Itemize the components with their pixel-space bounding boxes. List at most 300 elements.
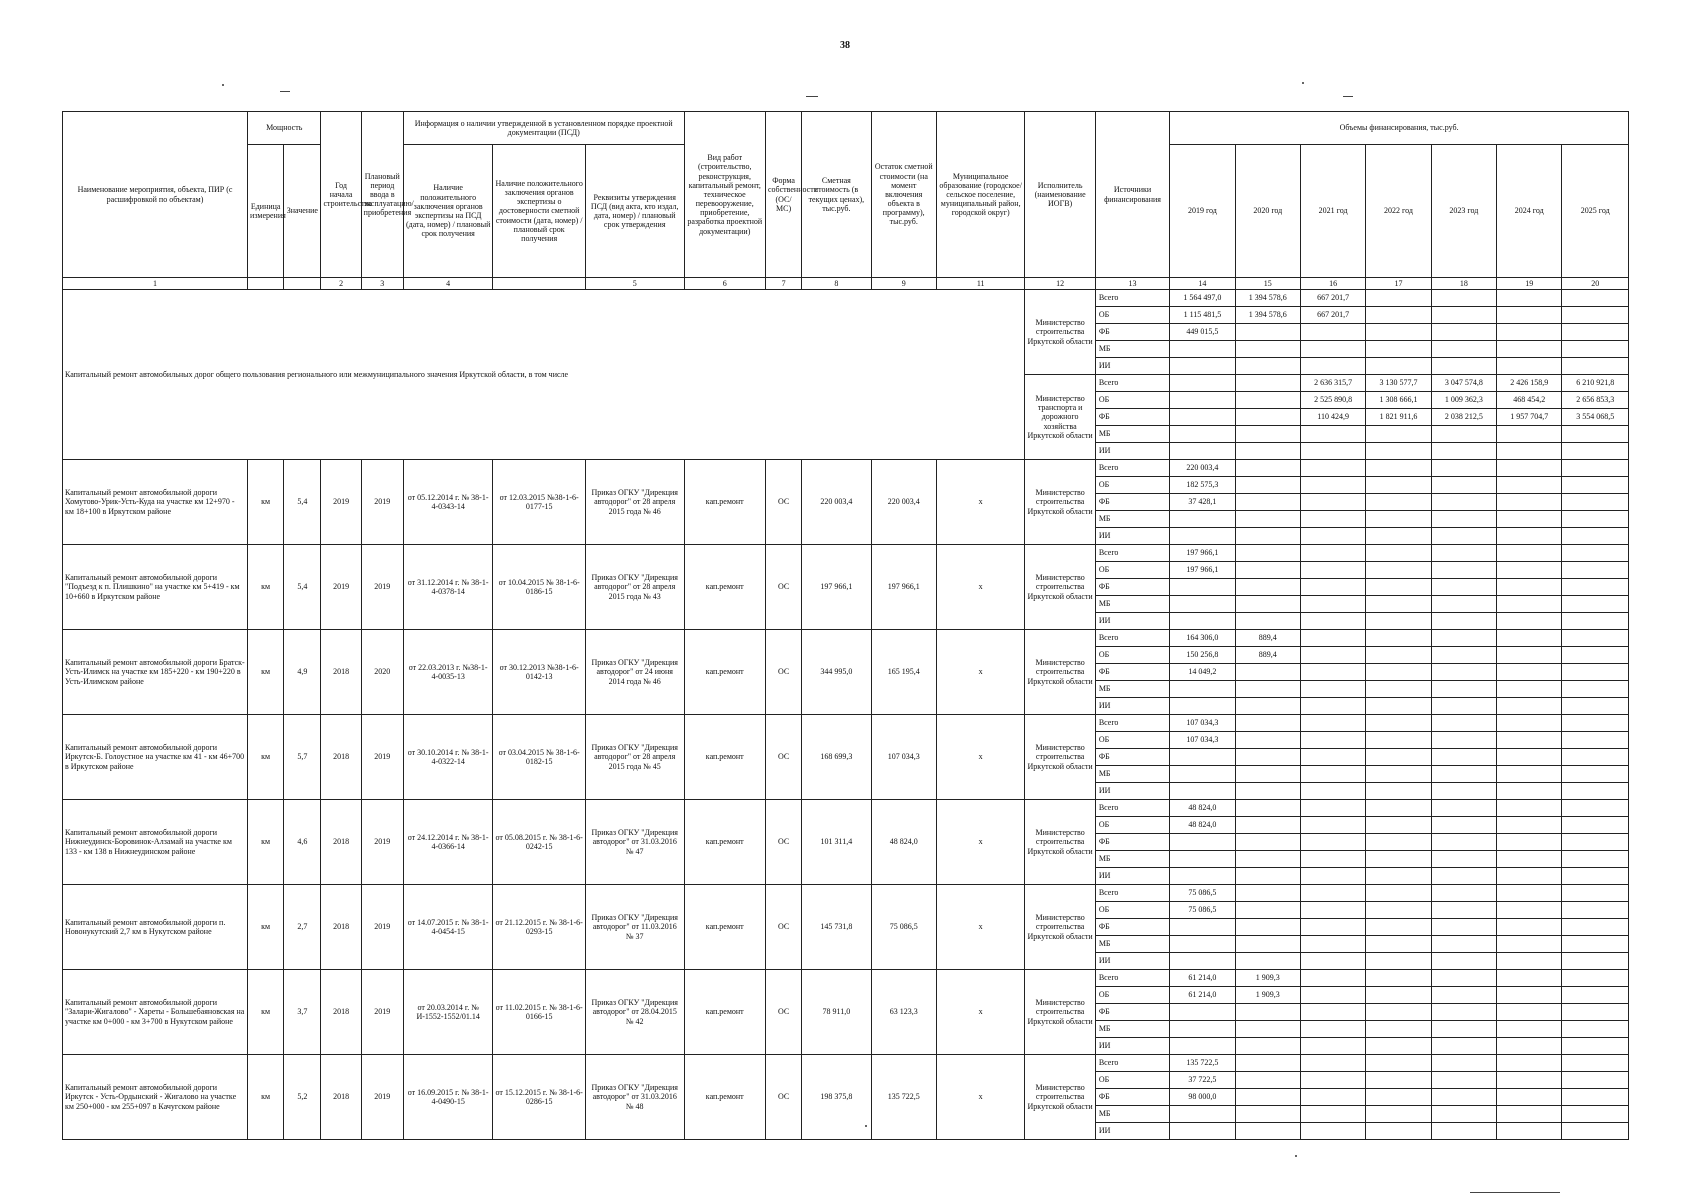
amount-cell (1300, 562, 1365, 579)
amount-cell (1562, 817, 1629, 834)
municipality: х (936, 800, 1025, 885)
amount-cell (1170, 409, 1235, 426)
source-cell: Всего (1095, 715, 1169, 732)
amount-cell (1431, 715, 1496, 732)
work-type: кап.ремонт (684, 545, 765, 630)
amount-cell (1366, 613, 1431, 630)
amount-cell (1235, 1106, 1300, 1123)
amount-cell (1235, 528, 1300, 545)
amount-cell (1300, 477, 1365, 494)
amount-cell (1497, 1055, 1562, 1072)
amount-cell (1170, 596, 1235, 613)
amount-cell: 1 909,3 (1235, 987, 1300, 1004)
amount-cell: 468 454,2 (1497, 392, 1562, 409)
psd-expert: от 30.10.2014 г. № 38-1-4-0322-14 (403, 715, 493, 800)
amount-cell (1497, 477, 1562, 494)
amount-cell (1497, 1123, 1562, 1140)
amount-cell (1235, 1038, 1300, 1055)
planned-year: 2019 (361, 545, 403, 630)
amount-cell (1235, 766, 1300, 783)
amount-cell (1497, 953, 1562, 970)
column-number: 17 (1366, 278, 1431, 290)
header-capacity-unit: Единица измерения (248, 145, 284, 278)
amount-cell (1235, 392, 1300, 409)
amount-cell (1431, 919, 1496, 936)
source-cell: ФБ (1095, 324, 1169, 341)
amount-cell (1235, 426, 1300, 443)
amount-cell (1235, 919, 1300, 936)
amount-cell (1497, 1089, 1562, 1106)
column-number: 18 (1431, 278, 1496, 290)
amount-cell (1300, 732, 1365, 749)
amount-cell (1235, 341, 1300, 358)
amount-cell (1300, 987, 1365, 1004)
amount-cell: 107 034,3 (1170, 732, 1235, 749)
amount-cell (1170, 1123, 1235, 1140)
amount-cell (1170, 375, 1235, 392)
amount-cell (1235, 579, 1300, 596)
amount-cell (1366, 749, 1431, 766)
amount-cell (1170, 1004, 1235, 1021)
amount-cell (1300, 1072, 1365, 1089)
amount-cell (1366, 511, 1431, 528)
column-number: 8 (802, 278, 871, 290)
amount-cell (1431, 800, 1496, 817)
amount-cell (1562, 1055, 1629, 1072)
header-estimate: Сметная стоимость (в текущих ценах), тыс.руб. (802, 112, 871, 278)
amount-cell: 667 201,7 (1300, 307, 1365, 324)
capacity-value: 4,6 (284, 800, 321, 885)
amount-cell: 1 394 578,6 (1235, 307, 1300, 324)
amount-cell (1431, 528, 1496, 545)
amount-cell (1562, 630, 1629, 647)
amount-cell (1562, 1072, 1629, 1089)
amount-cell (1366, 307, 1431, 324)
amount-cell (1170, 1106, 1235, 1123)
amount-cell: 14 049,2 (1170, 664, 1235, 681)
amount-cell (1366, 868, 1431, 885)
column-number: 5 (585, 278, 684, 290)
amount-cell (1300, 1038, 1365, 1055)
amount-cell (1431, 1021, 1496, 1038)
amount-cell (1366, 987, 1431, 1004)
object-row (63, 545, 1629, 562)
amount-cell (1235, 732, 1300, 749)
amount-cell (1300, 630, 1365, 647)
amount-cell (1366, 596, 1431, 613)
amount-cell: 98 000,0 (1170, 1089, 1235, 1106)
amount-cell: 1 009 362,3 (1431, 392, 1496, 409)
amount-cell (1170, 528, 1235, 545)
object-name: Капитальный ремонт автомобильной дороги Иркутск - Усть-Ордынский - Жигалово на участке км 250+000 - км 255+097 в Качугском районе (63, 1055, 248, 1140)
amount-cell: 48 824,0 (1170, 800, 1235, 817)
amount-cell (1497, 579, 1562, 596)
amount-cell (1366, 885, 1431, 902)
source-cell: МБ (1095, 766, 1169, 783)
scan-mark (1343, 96, 1353, 97)
amount-cell (1497, 324, 1562, 341)
estimate-cost: 198 375,8 (802, 1055, 871, 1140)
amount-cell (1235, 596, 1300, 613)
psd-approval: Приказ ОГКУ "Дирекция автодорог" от 28 апреля 2015 года № 46 (585, 460, 684, 545)
amount-cell (1366, 681, 1431, 698)
amount-cell (1300, 460, 1365, 477)
amount-cell (1366, 562, 1431, 579)
amount-cell: 2 038 212,5 (1431, 409, 1496, 426)
start-year: 2018 (321, 800, 361, 885)
amount-cell (1562, 579, 1629, 596)
amount-cell (1235, 494, 1300, 511)
amount-cell (1235, 1123, 1300, 1140)
header-psd-cost: Наличие положительного заключения органов экспертизы о достоверности сметной стоимости (дата, номер) / плановый срок получения (493, 145, 586, 278)
column-number: 20 (1562, 278, 1629, 290)
amount-cell (1300, 1089, 1365, 1106)
column-number: 7 (765, 278, 801, 290)
header-capacity-value: Значение (284, 145, 321, 278)
header-capacity: Мощность (248, 112, 321, 145)
amount-cell (1366, 766, 1431, 783)
amount-cell (1235, 358, 1300, 375)
object-name: Капитальный ремонт автомобильной дороги Нижнеудинск-Боровинок-Алзамай на участке км 133 - км 138 в Нижнеудинском районе (63, 800, 248, 885)
header-psd-info: Информация о наличии утвержденной в установленном порядке проектной документации (ПСД) (403, 112, 684, 145)
amount-cell (1497, 885, 1562, 902)
amount-cell (1562, 562, 1629, 579)
amount-cell (1366, 715, 1431, 732)
amount-cell (1235, 375, 1300, 392)
amount-cell (1497, 936, 1562, 953)
amount-cell (1366, 1038, 1431, 1055)
amount-cell (1431, 613, 1496, 630)
amount-cell (1562, 698, 1629, 715)
amount-cell (1562, 290, 1629, 307)
amount-cell (1300, 613, 1365, 630)
estimate-cost: 344 995,0 (802, 630, 871, 715)
amount-cell (1562, 1038, 1629, 1055)
amount-cell (1562, 987, 1629, 1004)
amount-cell (1366, 1055, 1431, 1072)
amount-cell: 107 034,3 (1170, 715, 1235, 732)
estimate-cost: 197 966,1 (802, 545, 871, 630)
source-cell: ОБ (1095, 1072, 1169, 1089)
amount-cell (1170, 511, 1235, 528)
amount-cell (1562, 511, 1629, 528)
amount-cell (1235, 1055, 1300, 1072)
column-number: 6 (684, 278, 765, 290)
amount-cell (1562, 970, 1629, 987)
amount-cell (1431, 936, 1496, 953)
psd-cost-expert: от 15.12.2015 г. № 38-1-6-0286-15 (493, 1055, 586, 1140)
amount-cell (1497, 987, 1562, 1004)
source-cell: ФБ (1095, 834, 1169, 851)
amount-cell (1300, 528, 1365, 545)
amount-cell: 889,4 (1235, 647, 1300, 664)
amount-cell: 449 015,5 (1170, 324, 1235, 341)
amount-cell: 3 047 574,8 (1431, 375, 1496, 392)
amount-cell (1366, 460, 1431, 477)
amount-cell (1562, 1106, 1629, 1123)
column-number-row (63, 278, 1629, 290)
amount-cell (1562, 936, 1629, 953)
amount-cell (1431, 1106, 1496, 1123)
amount-cell (1170, 851, 1235, 868)
amount-cell (1235, 511, 1300, 528)
header-year: 2021 год (1300, 145, 1365, 278)
amount-cell (1562, 545, 1629, 562)
amount-cell (1366, 1021, 1431, 1038)
amount-cell (1366, 324, 1431, 341)
source-cell: ИИ (1095, 443, 1169, 460)
amount-cell: 2 426 158,9 (1497, 375, 1562, 392)
amount-cell (1300, 698, 1365, 715)
estimate-cost: 145 731,8 (802, 885, 871, 970)
source-cell: ФБ (1095, 1089, 1169, 1106)
source-cell: Всего (1095, 885, 1169, 902)
work-type: кап.ремонт (684, 800, 765, 885)
amount-cell (1562, 358, 1629, 375)
column-number: 19 (1497, 278, 1562, 290)
source-cell: МБ (1095, 851, 1169, 868)
amount-cell: 197 966,1 (1170, 562, 1235, 579)
remaining-cost: 75 086,5 (871, 885, 936, 970)
column-number: 12 (1025, 278, 1095, 290)
psd-approval: Приказ ОГКУ "Дирекция автодорог" от 24 июня 2014 года № 46 (585, 630, 684, 715)
amount-cell (1497, 511, 1562, 528)
amount-cell (1431, 290, 1496, 307)
amount-cell: 1 394 578,6 (1235, 290, 1300, 307)
source-cell: ИИ (1095, 1038, 1169, 1055)
amount-cell: 37 722,5 (1170, 1072, 1235, 1089)
header-name: Наименование мероприятия, объекта, ПИР (с расшифровкой по объектам) (63, 112, 248, 278)
source-cell: ОБ (1095, 477, 1169, 494)
psd-expert: от 20.03.2014 г. № И-1552-1552/01.14 (403, 970, 493, 1055)
object-row (63, 460, 1629, 477)
amount-cell (1366, 443, 1431, 460)
psd-cost-expert: от 05.08.2015 г. № 38-1-6-0242-15 (493, 800, 586, 885)
amount-cell (1170, 681, 1235, 698)
psd-cost-expert: от 21.12.2015 г. № 38-1-6-0293-15 (493, 885, 586, 970)
amount-cell (1431, 1038, 1496, 1055)
amount-cell (1300, 1021, 1365, 1038)
start-year: 2018 (321, 885, 361, 970)
ownership-form: ОС (765, 460, 801, 545)
capacity-unit: км (248, 1055, 284, 1140)
source-cell: МБ (1095, 681, 1169, 698)
amount-cell: 1 957 704,7 (1497, 409, 1562, 426)
source-cell: Всего (1095, 375, 1169, 392)
source-cell: ОБ (1095, 902, 1169, 919)
amount-cell (1562, 1021, 1629, 1038)
amount-cell (1300, 766, 1365, 783)
amount-cell (1300, 324, 1365, 341)
amount-cell (1431, 970, 1496, 987)
amount-cell (1431, 443, 1496, 460)
psd-cost-expert: от 12.03.2015 №38-1-6-0177-15 (493, 460, 586, 545)
amount-cell (1170, 613, 1235, 630)
amount-cell (1497, 1004, 1562, 1021)
amount-cell (1497, 681, 1562, 698)
source-cell: ФБ (1095, 664, 1169, 681)
capacity-value: 4,9 (284, 630, 321, 715)
amount-cell (1562, 664, 1629, 681)
amount-cell (1300, 596, 1365, 613)
amount-cell: 220 003,4 (1170, 460, 1235, 477)
source-cell: ФБ (1095, 579, 1169, 596)
amount-cell (1366, 579, 1431, 596)
start-year: 2018 (321, 1055, 361, 1140)
source-cell: Всего (1095, 460, 1169, 477)
amount-cell (1235, 324, 1300, 341)
amount-cell (1431, 885, 1496, 902)
amount-cell (1562, 460, 1629, 477)
amount-cell (1235, 664, 1300, 681)
amount-cell (1562, 834, 1629, 851)
amount-cell (1300, 1004, 1365, 1021)
capacity-unit: км (248, 970, 284, 1055)
amount-cell (1235, 562, 1300, 579)
amount-cell (1497, 1106, 1562, 1123)
amount-cell (1497, 443, 1562, 460)
executor-cell: Министерство строительства Иркутской области (1025, 715, 1095, 800)
capacity-value: 5,4 (284, 545, 321, 630)
amount-cell (1170, 443, 1235, 460)
amount-cell: 135 722,5 (1170, 1055, 1235, 1072)
municipality: х (936, 1055, 1025, 1140)
amount-cell (1235, 1004, 1300, 1021)
amount-cell (1366, 341, 1431, 358)
executor-cell: Министерство строительства Иркутской области (1025, 1055, 1095, 1140)
amount-cell (1300, 1055, 1365, 1072)
ownership-form: ОС (765, 885, 801, 970)
amount-cell (1300, 868, 1365, 885)
psd-expert: от 16.09.2015 г. № 38-1-4-0490-15 (403, 1055, 493, 1140)
header-financing: Объемы финансирования, тыс.руб. (1170, 112, 1629, 145)
column-number: 2 (321, 278, 361, 290)
amount-cell: 61 214,0 (1170, 987, 1235, 1004)
amount-cell (1562, 953, 1629, 970)
object-name: Капитальный ремонт автомобильной дороги Иркутск-Б. Голоустное на участке км 41 - км 46+700 в Иркутском районе (63, 715, 248, 800)
amount-cell (1235, 749, 1300, 766)
amount-cell (1431, 664, 1496, 681)
amount-cell: 110 424,9 (1300, 409, 1365, 426)
amount-cell (1235, 953, 1300, 970)
amount-cell (1562, 715, 1629, 732)
work-type: кап.ремонт (684, 460, 765, 545)
amount-cell (1497, 545, 1562, 562)
psd-approval: Приказ ОГКУ "Дирекция автодорог" от 28 апреля 2015 года № 45 (585, 715, 684, 800)
estimate-cost: 220 003,4 (802, 460, 871, 545)
amount-cell (1235, 443, 1300, 460)
work-type: кап.ремонт (684, 970, 765, 1055)
amount-cell (1431, 817, 1496, 834)
capacity-unit: км (248, 630, 284, 715)
amount-cell (1235, 885, 1300, 902)
planned-year: 2019 (361, 885, 403, 970)
amount-cell (1235, 936, 1300, 953)
planned-year: 2019 (361, 715, 403, 800)
source-cell: Всего (1095, 970, 1169, 987)
amount-cell (1431, 1055, 1496, 1072)
municipality: х (936, 715, 1025, 800)
amount-cell (1431, 579, 1496, 596)
source-cell: МБ (1095, 1106, 1169, 1123)
amount-cell: 37 428,1 (1170, 494, 1235, 511)
psd-cost-expert: от 11.02.2015 г. № 38-1-6-0166-15 (493, 970, 586, 1055)
amount-cell (1300, 919, 1365, 936)
amount-cell (1300, 800, 1365, 817)
object-row (63, 800, 1629, 817)
amount-cell (1562, 885, 1629, 902)
amount-cell (1562, 783, 1629, 800)
amount-cell: 182 575,3 (1170, 477, 1235, 494)
amount-cell (1300, 358, 1365, 375)
amount-cell (1170, 936, 1235, 953)
amount-cell (1431, 834, 1496, 851)
header-psd-approval: Реквизиты утверждения ПСД (вид акта, кто издал, дата, номер) / плановый срок утверждения (585, 145, 684, 278)
amount-cell (1235, 1089, 1300, 1106)
amount-cell (1235, 1072, 1300, 1089)
amount-cell (1562, 749, 1629, 766)
capacity-unit: км (248, 800, 284, 885)
work-type: кап.ремонт (684, 715, 765, 800)
object-name: Капитальный ремонт автомобильной дороги Хомутово-Урик-Усть-Куда на участке км 12+970 - км 18+100 в Иркутском районе (63, 460, 248, 545)
source-cell: ФБ (1095, 409, 1169, 426)
object-row (63, 630, 1629, 647)
amount-cell (1366, 630, 1431, 647)
executor-cell: Министерство строительства Иркутской области (1025, 460, 1095, 545)
remaining-cost: 63 123,3 (871, 970, 936, 1055)
amount-cell (1497, 647, 1562, 664)
start-year: 2018 (321, 630, 361, 715)
object-name: Капитальный ремонт автомобильной дороги Братск-Усть-Илимск на участке км 185+220 - км 190+220 в Усть-Илимском районе (63, 630, 248, 715)
remaining-cost: 165 195,4 (871, 630, 936, 715)
amount-cell: 3 130 577,7 (1366, 375, 1431, 392)
amount-cell (1497, 800, 1562, 817)
amount-cell: 75 086,5 (1170, 885, 1235, 902)
column-number: 3 (361, 278, 403, 290)
amount-cell (1562, 494, 1629, 511)
amount-cell (1300, 749, 1365, 766)
amount-cell (1562, 919, 1629, 936)
amount-cell (1300, 647, 1365, 664)
amount-cell (1366, 358, 1431, 375)
amount-cell (1497, 817, 1562, 834)
amount-cell (1562, 647, 1629, 664)
source-cell: ИИ (1095, 1123, 1169, 1140)
amount-cell (1366, 732, 1431, 749)
object-name: Капитальный ремонт автомобильной дороги п. Новонукутский 2,7 км в Нукутском районе (63, 885, 248, 970)
amount-cell (1431, 426, 1496, 443)
source-cell: ОБ (1095, 392, 1169, 409)
psd-cost-expert: от 03.04.2015 № 38-1-6-0182-15 (493, 715, 586, 800)
psd-approval: Приказ ОГКУ "Дирекция автодорог" от 28 апреля 2015 года № 43 (585, 545, 684, 630)
column-number (284, 278, 321, 290)
amount-cell: 150 256,8 (1170, 647, 1235, 664)
amount-cell (1497, 460, 1562, 477)
page-number: 38 (840, 40, 850, 51)
work-type: кап.ремонт (684, 630, 765, 715)
amount-cell (1235, 613, 1300, 630)
amount-cell (1300, 579, 1365, 596)
amount-cell (1431, 358, 1496, 375)
municipality: х (936, 630, 1025, 715)
amount-cell: 75 086,5 (1170, 902, 1235, 919)
source-cell: ИИ (1095, 953, 1169, 970)
header-work-type: Вид работ (строительство, реконструкция, капитальный ремонт, техническое перевооружение, приобретение, разработка проектной документации) (684, 112, 765, 278)
municipality: х (936, 545, 1025, 630)
amount-cell (1497, 426, 1562, 443)
capacity-value: 5,7 (284, 715, 321, 800)
amount-cell (1170, 1038, 1235, 1055)
